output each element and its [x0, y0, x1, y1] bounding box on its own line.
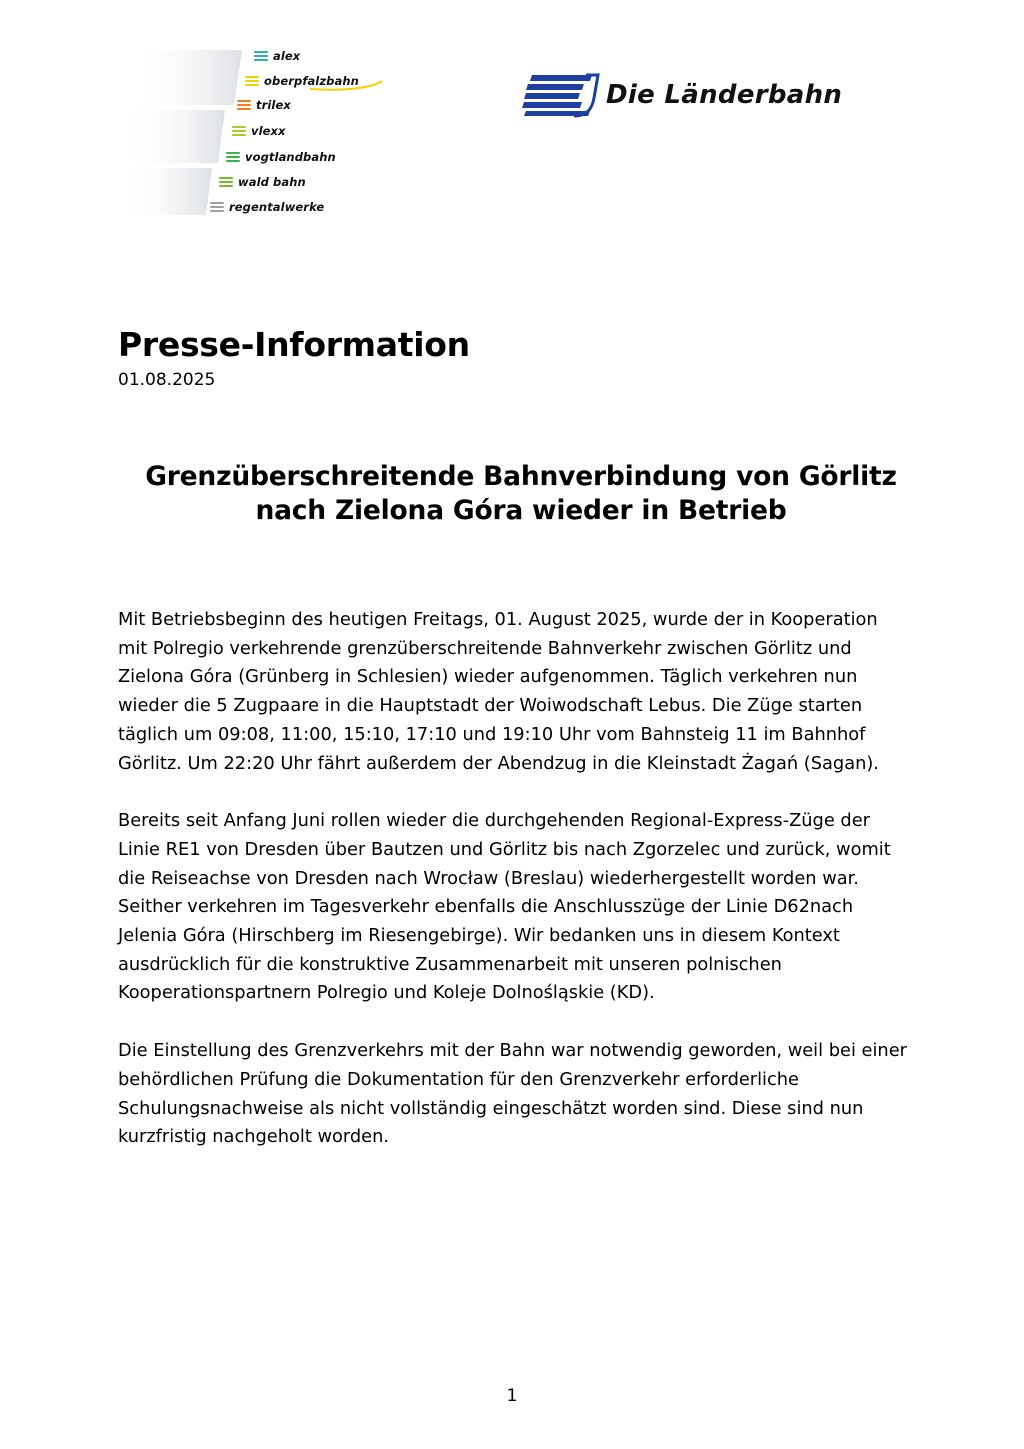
stripes-icon [219, 177, 233, 187]
text-line: Die Einstellung des Grenzverkehrs mit der Bahn war notwendig geworden, weil bei einer [118, 1040, 907, 1062]
brand-regentalwerke [210, 198, 324, 216]
text-line: Jelenia Góra (Hirschberg im Riesengebirge). Wir bedanken uns in diesem Kontext [118, 925, 840, 947]
brand-name: alex [273, 49, 301, 63]
paragraph [118, 606, 938, 778]
brand-logos [120, 45, 400, 220]
text-line: Mit Betriebsbeginn des heutigen Freitags, 01. August 2025, wurde der in Kooperation [118, 609, 878, 630]
laenderbahn-emblem-icon [522, 72, 600, 118]
text-line: Zielona Góra (Grünberg in Schlesien) wieder aufgenommen. Täglich verkehren nun [118, 666, 858, 688]
headline [110, 460, 932, 528]
text-line: ausdrücklich für die konstruktive Zusammenarbeit mit unseren polnischen [118, 953, 782, 975]
stripes-icon [245, 76, 259, 86]
text-line: Kooperationspartnern Polregio und Koleje Dolnośląskie (KD). [118, 982, 655, 1004]
text-line: Linie RE1 von Dresden über Bautzen und Görlitz bis nach Zgorzelec und zurück, womit [118, 838, 891, 860]
brand-trilex [237, 96, 291, 114]
text-line: die Reiseachse von Dresden nach Wrocław (Breslau) wiederhergestellt worden war. [118, 867, 859, 889]
brand-oberpfalzbahn [245, 72, 359, 90]
brand-name: regentalwerke [229, 200, 325, 214]
text-line: wieder die 5 Zugpaare in die Hauptstadt der Woiwodschaft Lebus. Die Züge starten [118, 695, 863, 717]
brand-name: vlexx [251, 124, 286, 138]
paragraph [118, 807, 938, 1008]
stripes-icon [237, 100, 251, 110]
stripes-icon [232, 126, 246, 136]
brand-alex [254, 47, 300, 65]
text-line: mit Polregio verkehrende grenzüberschreitende Bahnverkehr zwischen Görlitz und [118, 637, 852, 659]
headline-line: nach Zielona Góra wieder in Betrieb [255, 495, 787, 526]
brand-vlexx [232, 122, 286, 140]
text-line: täglich um 09:08, 11:00, 15:10, 17:10 und 19:10 Uhr vom Bahnsteig 11 im Bahnhof [118, 723, 866, 745]
brand-name: trilex [256, 98, 291, 112]
brand-vogtlandbahn [226, 148, 336, 166]
company-logo [522, 72, 932, 118]
document-date: 01.08.2025 [118, 370, 216, 390]
stripes-icon [254, 51, 268, 61]
text-line: Seither verkehren im Tagesverkehr ebenfalls die Anschlusszüge der Linie D62nach [118, 896, 854, 918]
body-text [118, 606, 938, 1181]
text-line: Görlitz. Um 22:20 Uhr fährt außerdem der Abendzug in die Kleinstadt Żagań (Sagan). [118, 752, 879, 774]
text-line: behördlichen Prüfung die Dokumentation für den Grenzverkehr erforderliche [118, 1068, 799, 1090]
paragraph [118, 1037, 938, 1152]
brand-name: vogtlandbahn [245, 150, 336, 164]
text-line: Bereits seit Anfang Juni rollen wieder die durchgehenden Regional-Express-Züge der [118, 810, 870, 832]
brand-waldbahn [219, 173, 306, 191]
document-title: Presse-Information [118, 325, 470, 364]
headline-line: Grenzüberschreitende Bahnverbindung von Görlitz [145, 461, 897, 492]
text-line: Schulungsnachweise als nicht vollständig eingeschätzt worden sind. Diese sind nun [118, 1097, 864, 1119]
text-line: kurzfristig nachgeholt worden. [118, 1126, 390, 1148]
stripes-icon [210, 202, 224, 212]
brand-name: wald bahn [238, 175, 306, 189]
brand-name: oberpfalzbahn [264, 74, 359, 88]
stripes-icon [226, 152, 240, 162]
company-logo-text: Die Länderbahn [606, 80, 843, 110]
page-number: 1 [506, 1386, 518, 1406]
